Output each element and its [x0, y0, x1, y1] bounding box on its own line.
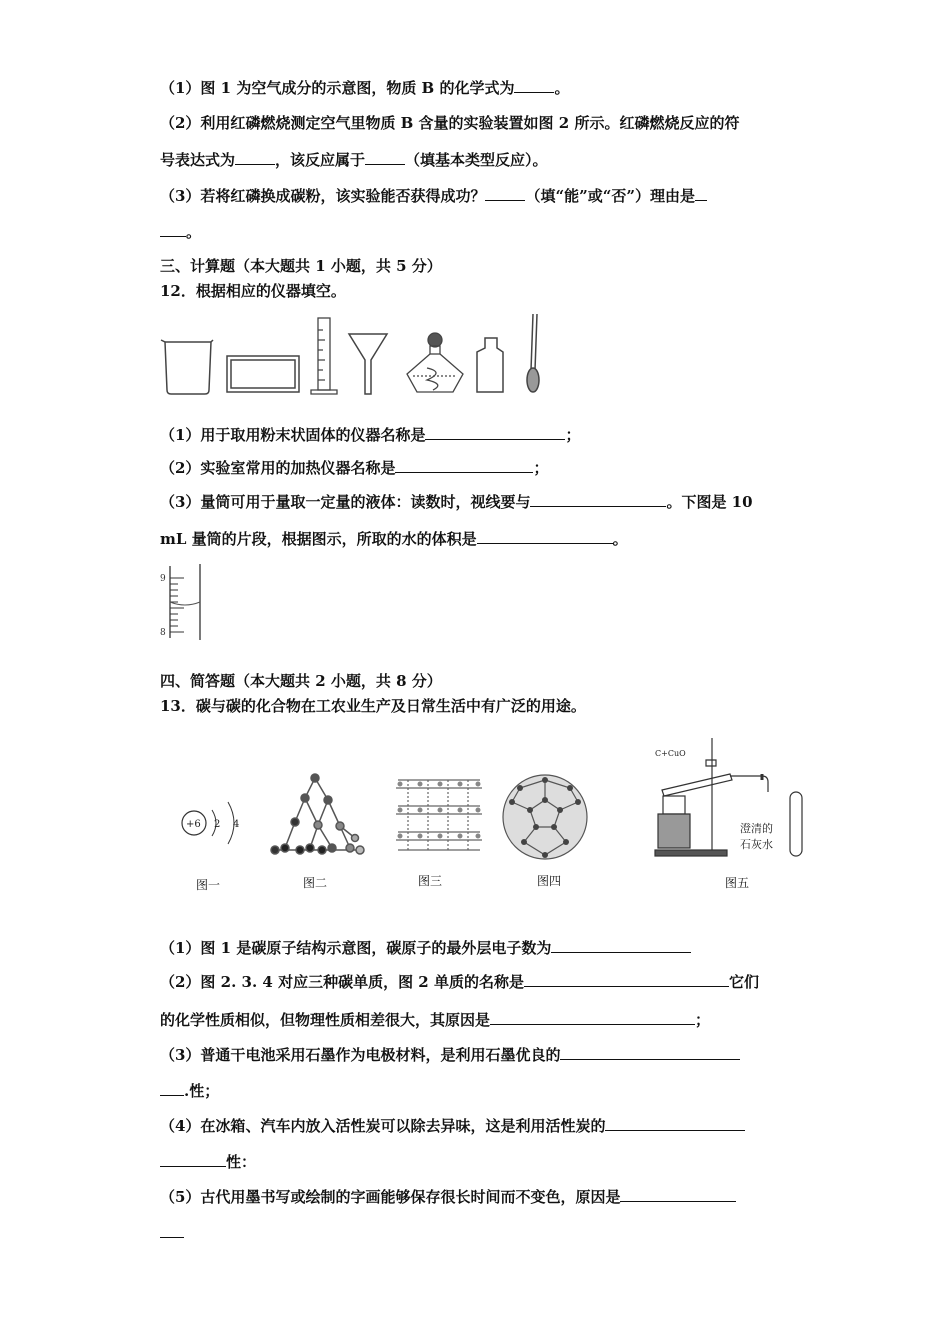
graduated-cylinder-icon: [311, 318, 337, 394]
answer-blank[interactable]: [551, 938, 691, 953]
q13-part3-line2: .性；: [160, 1081, 219, 1101]
fullerene-c60-icon: [503, 775, 587, 859]
figure-3-caption: 图三: [418, 874, 443, 888]
answer-blank[interactable]: [160, 1152, 226, 1167]
q12-stem: 12．根据相应的仪器填空。: [160, 282, 346, 300]
trough-icon: [227, 356, 299, 392]
answer-blank[interactable]: [490, 1010, 695, 1025]
answer-blank[interactable]: [530, 492, 666, 507]
q13-part5-line2: [160, 1223, 184, 1243]
svg-text:C+CuO: C+CuO: [655, 749, 686, 758]
q11-part2-line1: （2）利用红磷燃烧测定空气里物质 B 含量的实验装置如图 2 所示。红磷燃烧反应的符: [160, 114, 740, 132]
q13-part5-line1: （5）古代用墨书写或绘制的字画能够保存很长时间而不变色，原因是: [160, 1187, 736, 1207]
figure-5-caption: 图五: [725, 876, 750, 890]
funnel-icon: [349, 334, 387, 394]
answer-blank[interactable]: [235, 150, 275, 165]
figure-2-caption: 图二: [303, 876, 328, 890]
svg-text:石灰水: 石灰水: [740, 838, 773, 851]
graphite-structure-icon: [396, 780, 482, 850]
cylinder-reading-figure: [158, 562, 208, 644]
svg-text:2: 2: [214, 819, 221, 830]
cylinder-label-8: 8: [160, 628, 166, 638]
answer-blank[interactable]: [365, 150, 405, 165]
alcohol-lamp-icon: [407, 333, 463, 392]
q13-stem: 13．碳与碳的化合物在工农业生产及日常生活中有广泛的用途。: [160, 697, 586, 715]
carbon-figures: [150, 730, 810, 900]
answer-blank[interactable]: [560, 1045, 740, 1060]
answer-blank[interactable]: [425, 425, 565, 440]
q13-part2-line1: （2）图 2. 3. 4 对应三种碳单质，图 2 单质的名称是 它们: [160, 973, 759, 991]
answer-blank[interactable]: [514, 78, 554, 93]
q12-part1: （1）用于取用粉末状固体的仪器名称是 ；: [160, 426, 581, 444]
answer-blank[interactable]: [695, 186, 707, 201]
q12-part3-line2: mL 量筒的片段，根据图示，所取的水的体积是 。: [160, 530, 628, 548]
answer-blank[interactable]: [485, 186, 525, 201]
q13-part3-line1: （3）普通干电池采用石墨作为电极材料，是利用石墨优良的: [160, 1045, 740, 1065]
answer-blank[interactable]: [620, 1187, 736, 1202]
answer-blank[interactable]: [160, 1223, 184, 1238]
q13-part1: （1）图 1 是碳原子结构示意图，碳原子的最外层电子数为: [160, 938, 691, 958]
answer-blank[interactable]: [524, 972, 729, 987]
figure-1-caption: 图一: [196, 878, 221, 892]
medicine-spoon-icon: [527, 314, 539, 392]
lab-apparatus-figure: [155, 310, 555, 400]
section-4-title: 四、简答题（本大题共 2 小题，共 8 分）: [160, 672, 442, 690]
answer-blank[interactable]: [605, 1116, 745, 1131]
q12-part3-line1: （3）量筒可用于量取一定量的液体：读数时，视线要与 。下图是 10: [160, 493, 753, 511]
svg-text:澄清的: 澄清的: [740, 822, 773, 835]
figure-4-caption: 图四: [537, 874, 562, 888]
q11-part2-line2: 号表达式为 ，该反应属于 （填基本类型反应）。: [160, 151, 548, 169]
q13-part2-line2: 的化学性质相似，但物理性质相差很大，其原因是 ；: [160, 1011, 711, 1029]
answer-blank[interactable]: [160, 222, 186, 237]
svg-text:+6: +6: [186, 819, 201, 830]
answer-blank[interactable]: [477, 529, 613, 544]
q11-part3-line2: 。: [160, 222, 201, 242]
q13-part4-line2: 性：: [160, 1152, 256, 1172]
answer-blank[interactable]: [160, 1081, 184, 1096]
beaker-icon: [161, 340, 213, 394]
reagent-bottle-icon: [477, 338, 503, 392]
q11-part3-line1: （3）若将红磷换成碳粉，该实验能否获得成功？ （填“能”或“否”）理由是: [160, 186, 707, 206]
section-3-title: 三、计算题（本大题共 1 小题，共 5 分）: [160, 257, 442, 275]
svg-text:4: 4: [233, 819, 240, 830]
diamond-structure-icon: [271, 774, 364, 854]
reduction-apparatus-icon: [655, 738, 802, 856]
answer-blank[interactable]: [395, 458, 533, 473]
carbon-atom-structure-icon: [182, 802, 239, 844]
q11-part1: （1）图 1 为空气成分的示意图，物质 B 的化学式为 。: [160, 79, 570, 97]
q12-part2: （2）实验室常用的加热仪器名称是 ；: [160, 459, 549, 477]
q13-part4-line1: （4）在冰箱、汽车内放入活性炭可以除去异味，这是利用活性炭的: [160, 1116, 745, 1136]
cylinder-label-9: 9: [160, 574, 166, 584]
